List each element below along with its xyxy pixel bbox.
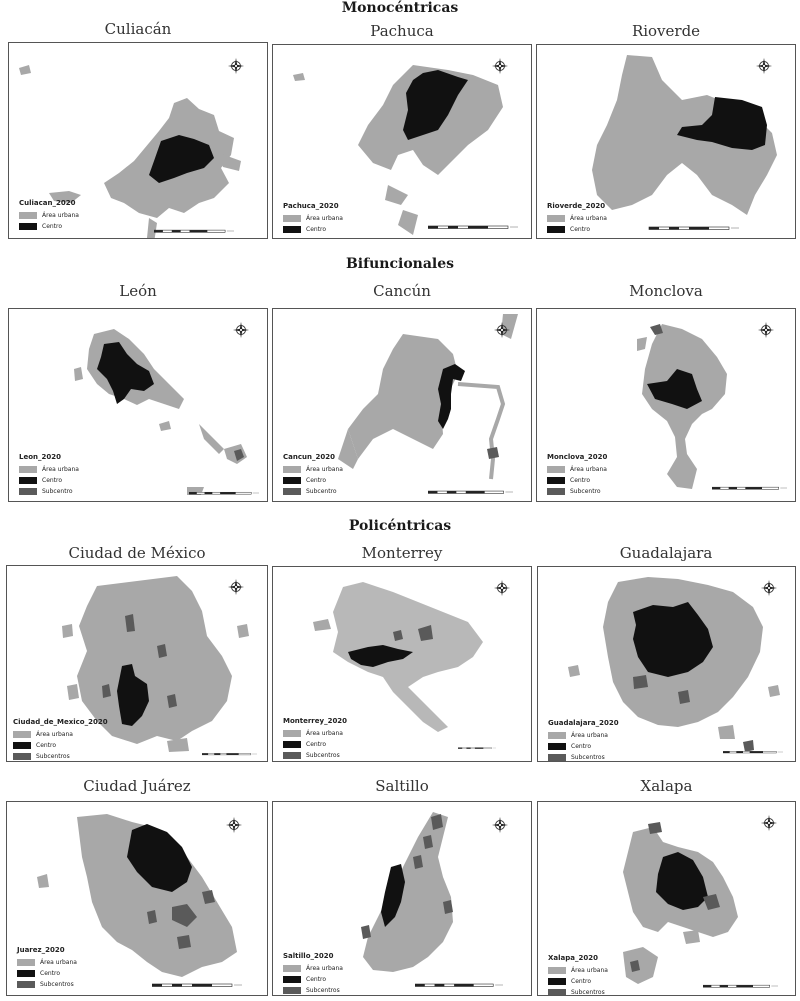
section-title-policentricas: Policéntricas (348, 518, 452, 534)
legend-xalapa (548, 954, 608, 996)
legend-item-urban: Área urbana (283, 213, 343, 224)
north-arrow-icon (493, 579, 511, 597)
center-swatch-icon (548, 978, 566, 985)
urban-swatch-icon (19, 466, 37, 473)
map-panel-monterrey (272, 566, 532, 762)
legend-monterrey (283, 717, 347, 761)
legend-leon (19, 453, 79, 497)
map-panel-rioverde (536, 44, 796, 239)
legend-item-urban: Área urbana (547, 213, 607, 224)
legend-culiacan (19, 199, 79, 232)
urban-swatch-icon (548, 732, 566, 739)
map-title-xalapa: Xalapa (640, 777, 693, 795)
legend-title: Guadalajara_2020 (548, 719, 619, 727)
urban-swatch-icon (17, 959, 35, 966)
map-panel-leon (8, 308, 268, 502)
legend-pachuca (283, 202, 343, 235)
legend-item-subcenter: Subcentros (548, 987, 608, 996)
legend-item-center: Centro (547, 224, 607, 235)
scale-bar-icon (723, 749, 783, 755)
legend-item-urban: Área urbana (283, 963, 343, 974)
north-arrow-icon (760, 579, 778, 597)
legend-rioverde (547, 202, 607, 235)
scale-bar-icon (609, 225, 779, 231)
north-arrow-icon (491, 57, 509, 75)
center-swatch-icon (548, 743, 566, 750)
north-arrow-icon (493, 321, 511, 339)
map-title-culiacan: Culiacán (104, 20, 172, 38)
legend-title: Pachuca_2020 (283, 202, 339, 210)
center-swatch-icon (283, 477, 301, 484)
legend-ciudad-juarez (17, 946, 77, 990)
scale-bar-icon (428, 489, 513, 495)
map-title-pachuca: Pachuca (370, 22, 434, 40)
scale-bar-icon (152, 982, 242, 988)
legend-item-center: Centro (283, 974, 343, 985)
urban-swatch-icon (283, 215, 301, 222)
legend-item-center: Centro (548, 741, 619, 752)
legend-item-center: Centro (19, 475, 79, 486)
legend-title: Ciudad_de_Mexico_2020 (13, 718, 108, 726)
legend-title: Leon_2020 (19, 453, 61, 461)
map-title-cancun: Cancún (373, 282, 431, 300)
legend-item-subcenter: Subcentro (19, 486, 79, 497)
legend-title: Juarez_2020 (17, 946, 65, 954)
subcenter-swatch-icon (283, 752, 301, 759)
section-title-monocentricas: Monocéntricas (341, 0, 459, 16)
map-panel-monclova (536, 308, 796, 502)
legend-item-urban: Área urbana (548, 965, 608, 976)
scale-bar-icon (712, 485, 787, 491)
subcenter-swatch-icon (548, 754, 566, 761)
legend-cancun (283, 453, 343, 497)
legend-monclova (547, 453, 607, 497)
section-title-bifuncionales: Bifuncionales (345, 256, 455, 272)
legend-title: Cancun_2020 (283, 453, 335, 461)
legend-ciudad-de-mexico (13, 718, 108, 762)
legend-item-urban: Área urbana (283, 728, 347, 739)
urban-swatch-icon (19, 212, 37, 219)
urban-swatch-icon (283, 730, 301, 737)
legend-item-subcenter: Subcentros (283, 750, 347, 761)
center-swatch-icon (13, 742, 31, 749)
map-title-leon: León (119, 282, 157, 300)
legend-title: Rioverde_2020 (547, 202, 606, 210)
urban-swatch-icon (547, 466, 565, 473)
legend-item-urban: Área urbana (17, 957, 77, 968)
legend-item-subcenter: Subcentros (283, 985, 343, 996)
subcenter-swatch-icon (283, 987, 301, 994)
legend-item-subcenter: Subcentro (547, 486, 607, 497)
legend-title: Monterrey_2020 (283, 717, 348, 725)
center-swatch-icon (547, 226, 565, 233)
urban-swatch-icon (547, 215, 565, 222)
map-panel-saltillo (272, 801, 532, 996)
center-swatch-icon (19, 477, 37, 484)
legend-item-subcenter: Subcentros (548, 752, 619, 762)
legend-item-urban: Área urbana (548, 730, 619, 741)
scale-bar-icon (189, 490, 259, 496)
legend-title: Xalapa_2020 (548, 954, 598, 962)
north-arrow-icon (225, 816, 243, 834)
legend-item-center: Centro (17, 968, 77, 979)
map-title-ciudad-juarez: Ciudad Juárez (83, 777, 191, 795)
urban-swatch-icon (283, 965, 301, 972)
subcenter-swatch-icon (548, 989, 566, 996)
legend-item-subcenter: Subcentros (17, 979, 77, 990)
map-panel-xalapa (537, 801, 796, 996)
map-panel-pachuca (272, 44, 532, 239)
subcenter-swatch-icon (283, 488, 301, 495)
map-title-monterrey: Monterrey (361, 544, 443, 562)
map-panel-ciudad-de-mexico (6, 565, 268, 762)
map-panel-culiacan (8, 42, 268, 239)
legend-item-urban: Área urbana (283, 464, 343, 475)
urban-swatch-icon (548, 967, 566, 974)
subcenter-swatch-icon (547, 488, 565, 495)
map-title-guadalajara: Guadalajara (619, 544, 713, 562)
subcenter-swatch-icon (13, 753, 31, 760)
subcenter-swatch-icon (19, 488, 37, 495)
legend-title: Saltillo_2020 (283, 952, 334, 960)
legend-saltillo (283, 952, 343, 996)
legend-item-urban: Área urbana (19, 464, 79, 475)
map-title-monclova: Monclova (629, 282, 703, 300)
north-arrow-icon (755, 57, 773, 75)
legend-item-subcenter: Subcentro (283, 486, 343, 497)
legend-item-center: Centro (283, 475, 343, 486)
north-arrow-icon (227, 57, 245, 75)
legend-item-center: Centro (547, 475, 607, 486)
center-swatch-icon (283, 741, 301, 748)
legend-item-urban: Área urbana (19, 210, 79, 221)
center-swatch-icon (547, 477, 565, 484)
map-title-saltillo: Saltillo (375, 777, 429, 795)
map-panel-ciudad-juarez (6, 801, 268, 996)
north-arrow-icon (757, 321, 775, 339)
north-arrow-icon (760, 814, 778, 832)
urban-swatch-icon (283, 466, 301, 473)
legend-item-urban: Área urbana (547, 464, 607, 475)
scale-bar-icon (458, 745, 496, 751)
legend-item-urban: Área urbana (13, 729, 108, 740)
subcenter-swatch-icon (17, 981, 35, 988)
north-arrow-icon (232, 321, 250, 339)
legend-title: Culiacan_2020 (19, 199, 76, 207)
center-swatch-icon (283, 226, 301, 233)
legend-item-center: Centro (19, 221, 79, 232)
scale-bar-icon (202, 751, 257, 757)
urban-swatch-icon (13, 731, 31, 738)
center-swatch-icon (283, 976, 301, 983)
map-title-rioverde: Rioverde (631, 22, 701, 40)
map-panel-guadalajara (537, 566, 796, 762)
map-title-ciudad-de-mexico: Ciudad de México (68, 544, 206, 562)
legend-item-center: Centro (548, 976, 608, 987)
scale-bar-icon (154, 228, 234, 234)
legend-item-center: Centro (13, 740, 108, 751)
center-swatch-icon (19, 223, 37, 230)
scale-bar-icon (703, 983, 778, 989)
legend-item-subcenter: Subcentros (13, 751, 108, 762)
legend-title: Monclova_2020 (547, 453, 608, 461)
center-swatch-icon (17, 970, 35, 977)
legend-item-center: Centro (283, 739, 347, 750)
scale-bar-icon (428, 224, 518, 230)
legend-item-center: Centro (283, 224, 343, 235)
north-arrow-icon (491, 816, 509, 834)
map-panel-cancun (272, 308, 532, 502)
scale-bar-icon (415, 982, 503, 988)
legend-guadalajara (548, 719, 619, 762)
north-arrow-icon (227, 578, 245, 596)
